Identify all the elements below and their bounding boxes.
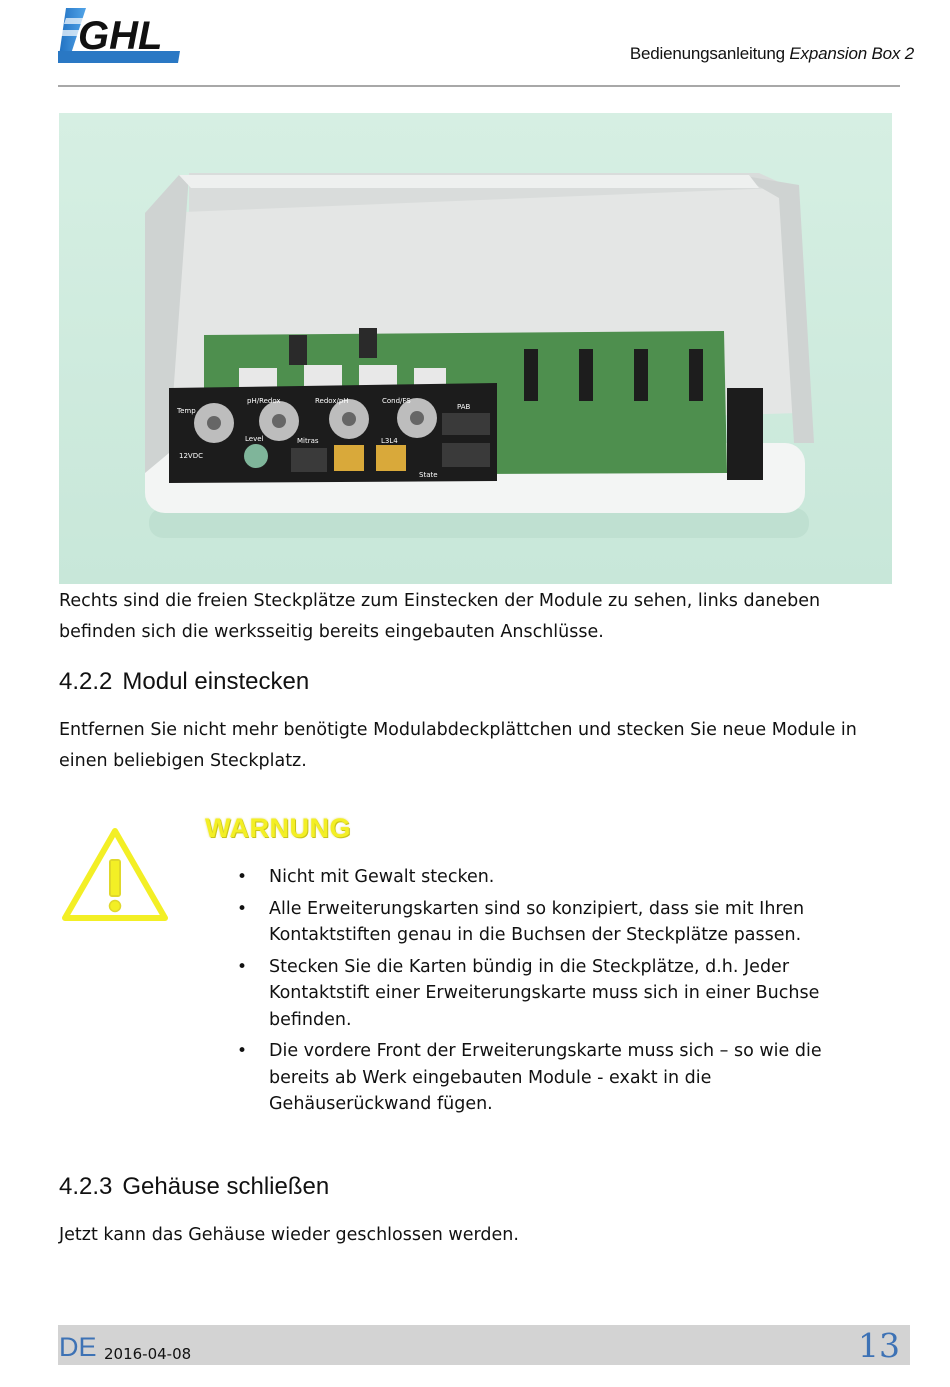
warning-item-text: Die vordere Front der Erweiterungskarte muss sich – so wie die bereits ab Werk eingebauten Module - exakt in die Gehäuserückwand fügen. (269, 1041, 822, 1114)
panel-label-mitras: Mitras (297, 437, 319, 445)
photo-caption: Rechts sind die freien Steckplätze zum Einstecken der Module zu sehen, links daneben befinden sich die werksseitig bereits eingebauten Anschlüsse. (59, 591, 821, 642)
section-heading-4-2-2 (59, 668, 309, 696)
warning-item (232, 896, 872, 949)
section-title: Modul einstecken (122, 668, 310, 695)
logo-text: GHL (78, 14, 163, 58)
warning-item-text: Alle Erweiterungskarten sind so konzipiert, dass sie mit Ihren Kontaktstiften genau in die Buchsen der Steckplätze passen. (269, 898, 805, 945)
footer-language: DE (59, 1332, 97, 1362)
ghl-logo (58, 8, 180, 66)
warning-item (232, 954, 872, 1034)
manual-label: Bedienungsanleitung (629, 44, 785, 63)
panel-label-cond-fs: Cond/FS (382, 397, 411, 405)
warning-item-text: Nicht mit Gewalt stecken. (269, 867, 495, 887)
panel-label-l3l4: L3L4 (381, 437, 398, 445)
panel-label-state: State (419, 471, 438, 479)
bullet-icon: • (237, 867, 248, 887)
section-title: Gehäuse schließen (122, 1173, 330, 1200)
panel-label-ph-redox: pH/Redox (247, 397, 281, 405)
section-4-2-2-text: Entfernen Sie nicht mehr benötigte Modulabdeckplättchen und stecken Sie neue Module in einen beliebigen Steckplatz. (59, 720, 857, 771)
product-name: Expansion Box 2 (789, 44, 914, 63)
panel-label-12vdc: 12VDC (179, 452, 203, 460)
footer-date: 2016-04-08 (104, 1345, 192, 1363)
warning-item (232, 1038, 872, 1118)
section-number: 4.2.3 (59, 1173, 113, 1200)
bullet-icon: • (237, 1041, 248, 1061)
warning-list (232, 864, 872, 1123)
section-4-2-3-text: Jetzt kann das Gehäuse wieder geschlossen werden. (59, 1225, 519, 1245)
page-number: 13 (858, 1326, 900, 1365)
section-heading-4-2-3 (59, 1173, 329, 1201)
bullet-icon: • (237, 898, 248, 919)
panel-label-temp: Temp (177, 407, 196, 415)
section-number: 4.2.2 (59, 668, 113, 695)
warning-item (232, 864, 872, 891)
panel-label-redox-ph: Redox/pH (315, 397, 349, 405)
bullet-icon: • (237, 956, 248, 977)
panel-label-level: Level (245, 435, 264, 443)
header-divider (58, 85, 900, 87)
document-title (630, 44, 914, 64)
warning-item-text: Stecken Sie die Karten bündig in die Steckplätze, d.h. Jeder Kontaktstift einer Erweiterungskarte muss sich in einer Buchse befinden. (269, 956, 820, 1030)
warning-title: WARNUNG (205, 813, 351, 843)
warning-triangle-icon (60, 826, 170, 924)
panel-label-pab: PAB (457, 403, 471, 411)
expansion-box-photo (59, 113, 892, 584)
